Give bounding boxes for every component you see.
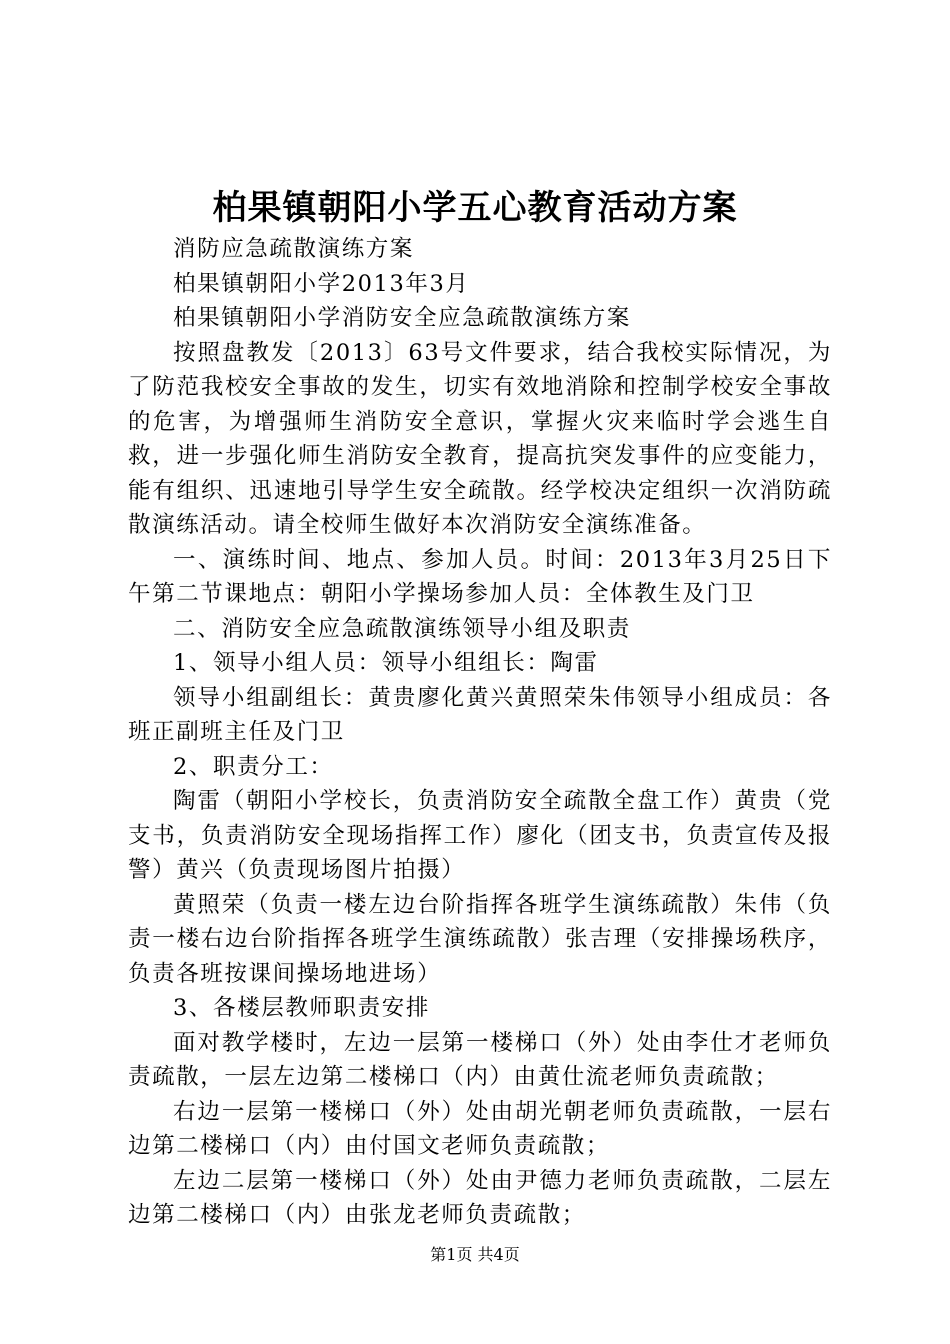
paragraph-section-leadership: 二、消防安全应急疏散演练领导小组及职责 [173, 615, 631, 642]
paragraph-floor-duties-heading: 3、各楼层教师职责安排 [173, 995, 430, 1021]
paragraph-deputy-leaders: 领导小组副组长：黄贵廖化黄兴黄照荣朱伟领导小组成员：各班正副班主任及门卫 [128, 684, 832, 745]
paragraph-floor-duties-3: 左边二层第一楼梯口（外）处由尹德力老师负责疏散，二层左边第二楼梯口（内）由张龙老师负责疏散； [128, 1167, 832, 1228]
paragraph-duties-heading: 2、职责分工： [173, 753, 334, 780]
paragraph-drill-plan-heading: 消防应急疏散演练方案 [173, 236, 415, 262]
paragraph-time-place-participants: 一、演练时间、地点、参加人员。时间：2013年3月25日下午第二节课地点：朝阳小学操场参加人员：全体教生及门卫 [128, 546, 832, 607]
paragraph-introduction: 按照盘教发〔2013〕63号文件要求，结合我校实际情况，为了防范我校安全事故的发生，切实有效地消除和控制学校安全事故的危害，为增强师生消防安全意识，掌握火灾来临时学会逃生自救，进一步强化师生消防安全教育，提高抗突发事件的应变能力，能有组织、迅速地引导学生安全疏散。经学校决定组织一次消防疏散演练活动。请全校师生做好本次消防安全演练准备。 [128, 339, 832, 538]
document-title: 柏果镇朝阳小学五心教育活动方案 [212, 188, 738, 228]
page-number: 第1页 共4页 [430, 1245, 520, 1264]
paragraph-plan-name: 柏果镇朝阳小学消防安全应急疏散演练方案 [173, 305, 631, 331]
paragraph-floor-duties-2: 右边一层第一楼梯口（外）处由胡光朝老师负责疏散，一层右边第二楼梯口（内）由付国文老师负责疏散； [128, 1098, 832, 1159]
document-body [128, 232, 832, 1233]
paragraph-floor-duties-1: 面对教学楼时，左边一层第一楼梯口（外）处由李仕才老师负责疏散，一层左边第二楼梯口（内）由黄仕流老师负责疏散； [128, 1029, 832, 1090]
paragraph-leader: 1、领导小组人员：领导小组组长：陶雷 [173, 650, 599, 676]
paragraph-school-date: 柏果镇朝阳小学2013年3月 [173, 270, 470, 297]
paragraph-duties-1: 陶雷（朝阳小学校长，负责消防安全疏散全盘工作）黄贵（党支书，负责消防安全现场指挥工作）廖化（团支书，负责宣传及报警）黄兴（负责现场图片拍摄） [128, 788, 832, 883]
paragraph-duties-2: 黄照荣（负责一楼左边台阶指挥各班学生演练疏散）朱伟（负责一楼右边台阶指挥各班学生演练疏散）张吉理（安排操场秩序，负责各班按课间操场地进场） [128, 891, 832, 987]
